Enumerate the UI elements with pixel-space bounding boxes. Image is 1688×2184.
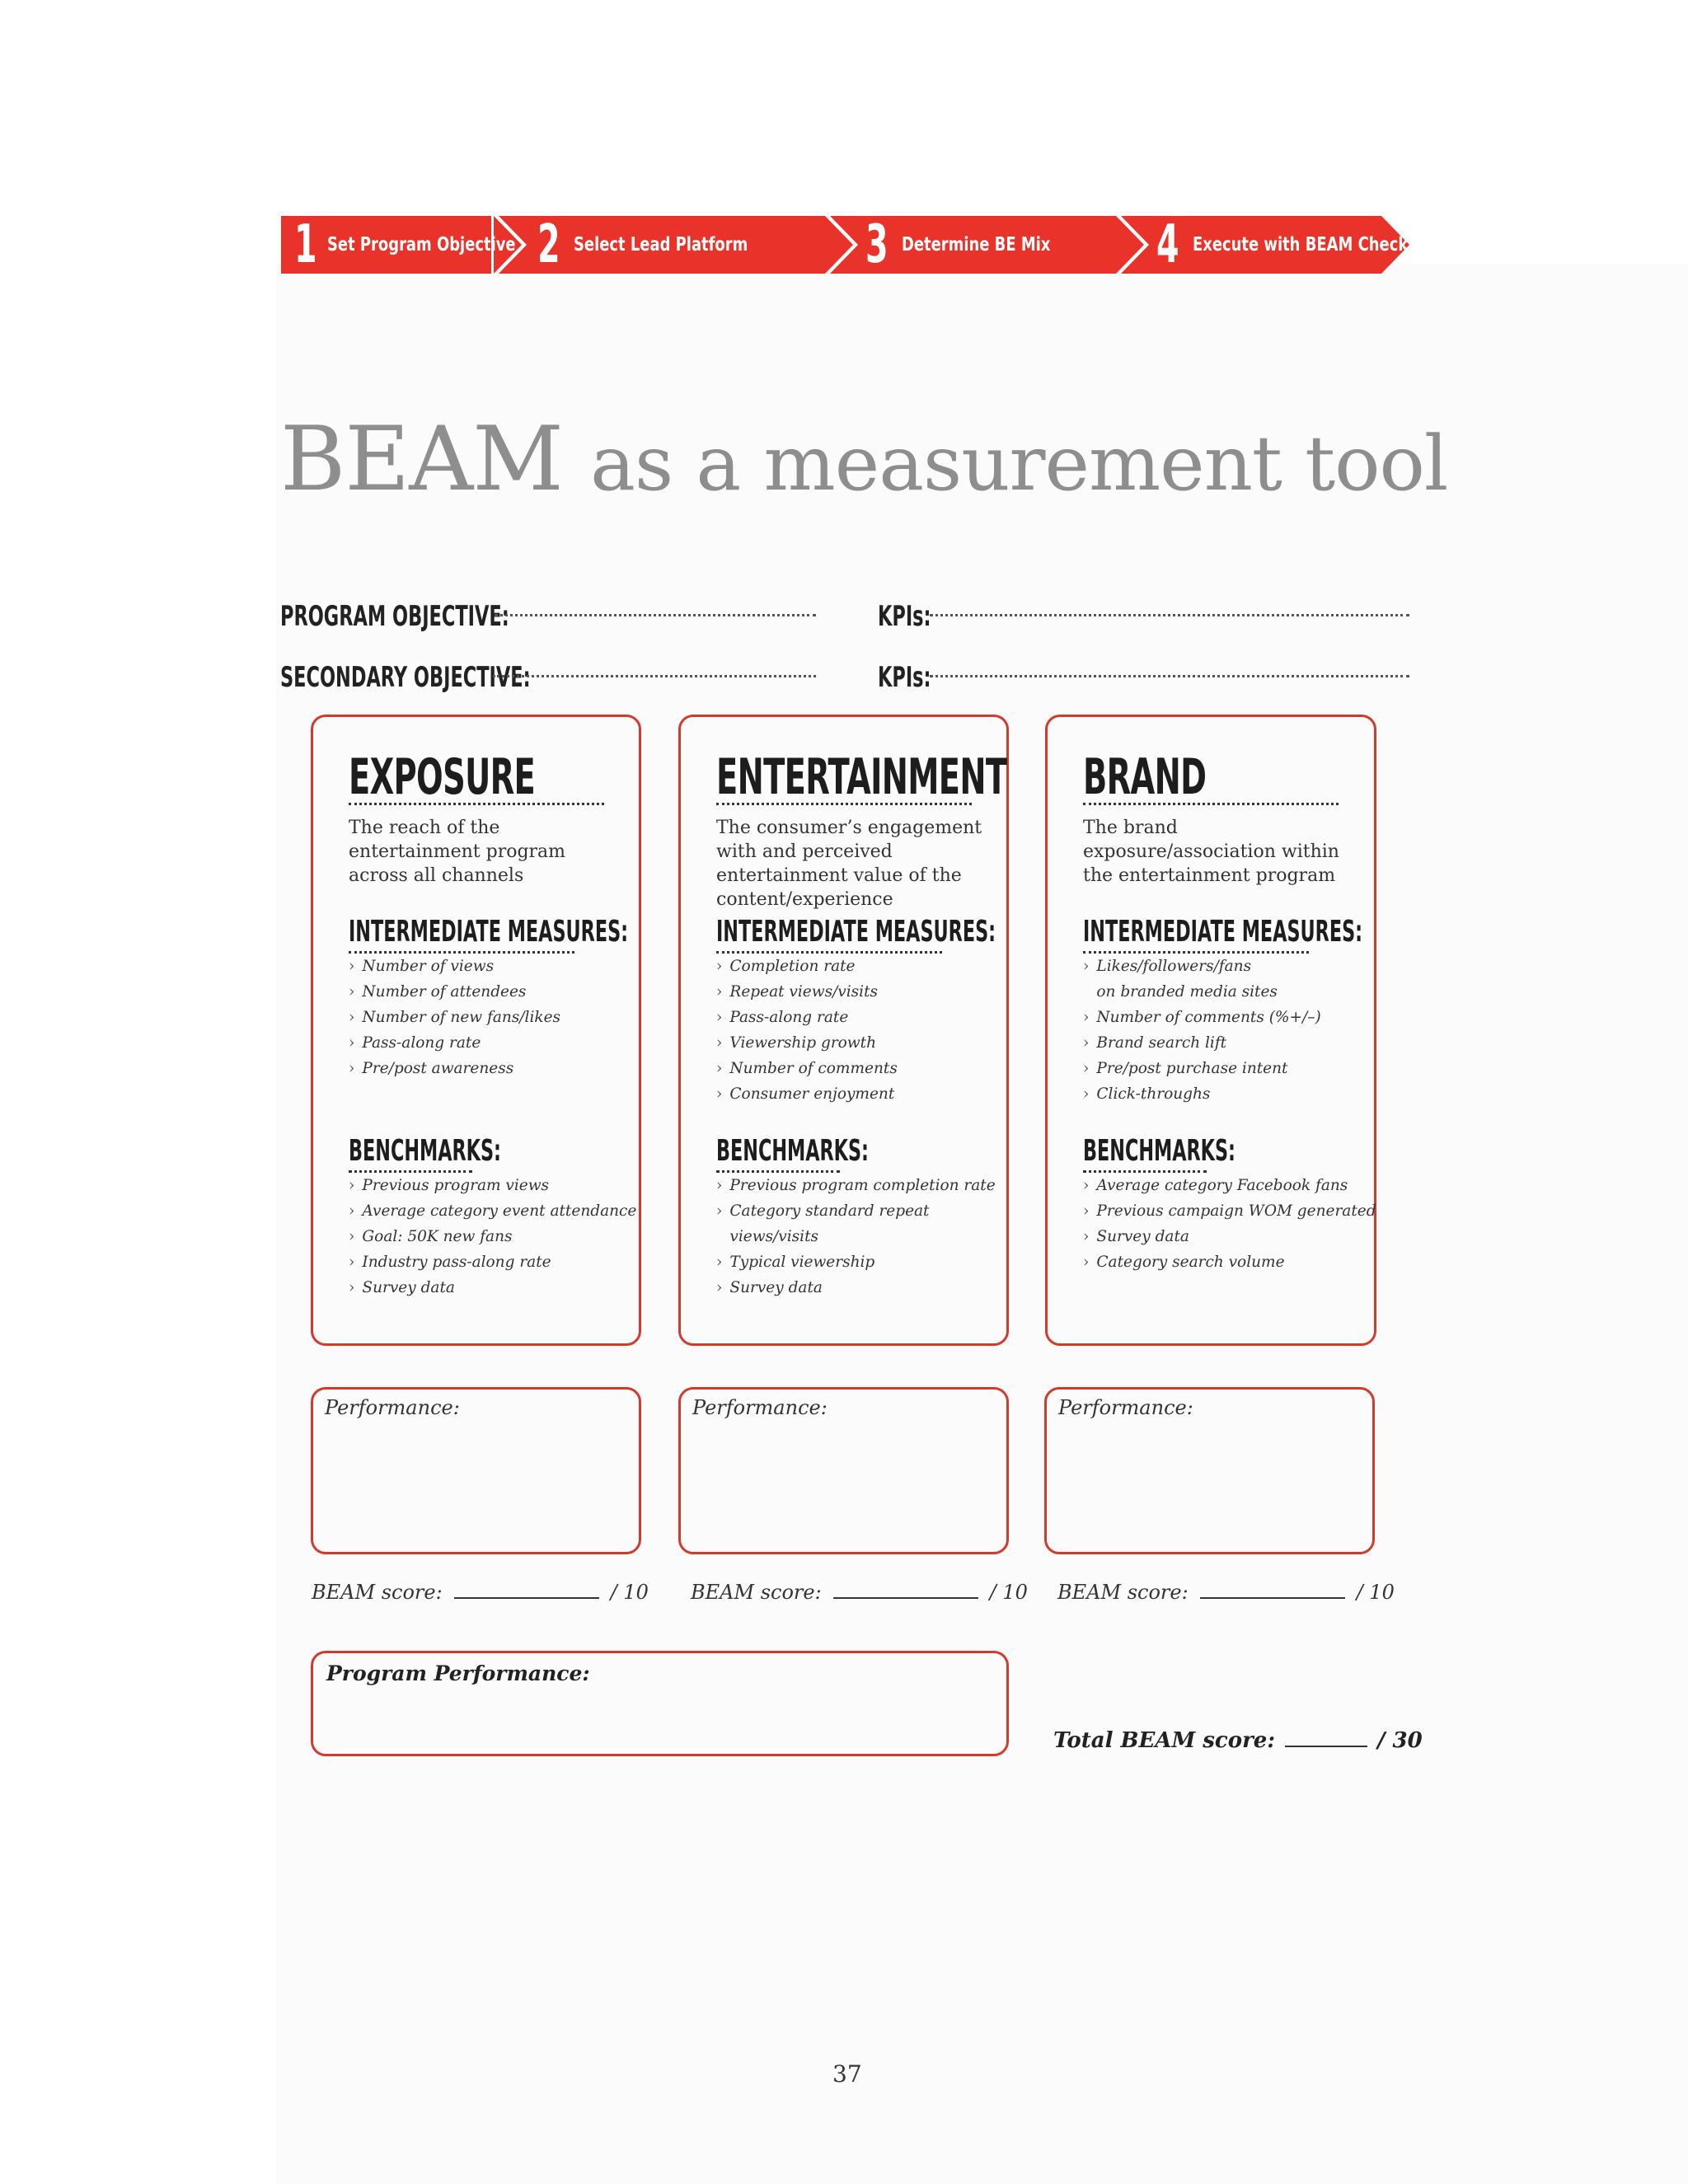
kpis-label: KPIs: (878, 661, 931, 694)
benchmarks-heading: BENCHMARKS: (1083, 1134, 1236, 1168)
exposure-performance-box[interactable] (311, 1387, 641, 1554)
title-divider (349, 803, 604, 805)
kpis-row-1 (878, 592, 959, 633)
step-3 (865, 216, 1092, 274)
program-performance-label: Program Performance: (326, 1661, 590, 1685)
list-item: › Pass-along rate (716, 1009, 849, 1026)
page-title-main: BEAM (280, 408, 563, 511)
list-item: › Likes/followers/fans (1083, 958, 1252, 975)
kpis-label: KPIs: (878, 600, 931, 633)
intermediate-measures-heading: INTERMEDIATE MEASURES: (1083, 915, 1363, 949)
brand-performance-box[interactable] (1044, 1387, 1375, 1554)
list-item: › Survey data (1083, 1228, 1189, 1245)
step-label: Execute with BEAM Checklist (1193, 234, 1434, 255)
benchmarks-list (349, 1173, 636, 1301)
intermediate-measures-heading: INTERMEDIATE MEASURES: (716, 915, 996, 949)
secondary-objective-field[interactable] (493, 675, 816, 677)
list-item: › Category search volume (1083, 1254, 1285, 1271)
benchmarks-heading: BENCHMARKS: (349, 1134, 501, 1168)
beam-score-label: BEAM score: (312, 1581, 443, 1604)
step-banner (281, 214, 1434, 275)
list-item: › Typical viewership (716, 1254, 875, 1271)
list-item: › Industry pass-along rate (349, 1254, 551, 1271)
step-number: 1 (294, 214, 317, 275)
page-title (280, 408, 1447, 511)
list-item: › Completion rate (716, 958, 856, 975)
program-objective-label: PROGRAM OBJECTIVE: (280, 600, 509, 633)
brand-card (1045, 715, 1376, 1346)
step-2 (537, 216, 797, 274)
kpis-field-1[interactable] (930, 614, 1409, 616)
intermediate-measures-heading: INTERMEDIATE MEASURES: (349, 915, 629, 949)
list-item: › Pre/post awareness (349, 1060, 514, 1077)
total-beam-score-field[interactable] (1285, 1746, 1367, 1747)
exposure-beam-score (312, 1581, 649, 1604)
page-number: 37 (832, 2060, 862, 2088)
secondary-objective-label: SECONDARY OBJECTIVE: (280, 661, 531, 694)
list-item: › Pass-along rate (349, 1034, 481, 1052)
card-description: The consumer’s engagement with and perceived entertainment value of the content/experience (716, 818, 982, 910)
list-item: › Pre/post purchase intent (1083, 1060, 1288, 1077)
entertainment-card (678, 715, 1009, 1346)
list-item: › Consumer enjoyment (716, 1085, 895, 1103)
entertainment-beam-score (691, 1581, 1028, 1604)
card-description: The reach of the entertainment program across all channels (349, 818, 566, 886)
brand-beam-score (1057, 1581, 1395, 1604)
list-item: › Number of comments (%+/–) (1083, 1009, 1321, 1026)
secondary-objective-row (280, 653, 659, 694)
step-label: Select Lead Platform (574, 234, 748, 255)
kpis-row-2 (878, 653, 959, 694)
list-item: › Brand search lift (1083, 1034, 1227, 1052)
benchmarks-list (716, 1173, 996, 1301)
list-item: › Goal: 50K new fans (349, 1228, 513, 1245)
list-item: › Previous campaign WOM generated (1083, 1202, 1376, 1220)
list-item: › Survey data (716, 1279, 823, 1296)
kpis-field-2[interactable] (930, 675, 1409, 677)
beam-score-field[interactable] (833, 1597, 978, 1599)
program-objective-field[interactable] (495, 614, 816, 616)
list-item: › Survey data (349, 1279, 455, 1296)
list-item: › Category standard repeat (716, 1202, 930, 1220)
card-title: EXPOSURE (349, 748, 536, 806)
step-number: 2 (537, 214, 560, 275)
list-item: › Average category event attendance (349, 1202, 637, 1220)
performance-label: Performance: (325, 1396, 460, 1419)
list-item: › Previous program completion rate (716, 1177, 996, 1194)
list-item: › Number of views (349, 958, 495, 975)
total-beam-score-suffix: / 30 (1376, 1728, 1423, 1753)
list-item: › Number of new fans/likes (349, 1009, 561, 1026)
list-item: views/visits (729, 1228, 818, 1245)
beam-score-field[interactable] (1200, 1597, 1345, 1599)
intermediate-measures-list (349, 954, 560, 1081)
total-beam-score-label: Total BEAM score: (1053, 1728, 1275, 1753)
beam-score-suffix: / 10 (989, 1581, 1028, 1604)
beam-score-label: BEAM score: (1057, 1581, 1189, 1604)
entertainment-performance-box[interactable] (678, 1387, 1009, 1554)
list-item: › Number of comments (716, 1060, 898, 1077)
beam-score-label: BEAM score: (691, 1581, 822, 1604)
list-item: on branded media sites (1096, 983, 1278, 1001)
step-label: Set Program Objective (327, 234, 516, 255)
card-title: BRAND (1083, 748, 1207, 806)
list-item: › Previous program views (349, 1177, 550, 1194)
total-beam-score (1053, 1728, 1423, 1753)
beam-score-suffix: / 10 (1356, 1581, 1395, 1604)
list-item: › Number of attendees (349, 983, 527, 1001)
list-item: › Viewership growth (716, 1034, 876, 1052)
exposure-card (311, 715, 641, 1346)
page-title-rest: as a measurement tool (590, 419, 1448, 508)
intermediate-measures-list (1083, 954, 1321, 1107)
performance-label: Performance: (1058, 1396, 1193, 1419)
list-item: › Repeat views/visits (716, 983, 879, 1001)
beam-score-field[interactable] (454, 1597, 599, 1599)
program-objective-row (280, 592, 627, 633)
title-divider (716, 803, 972, 805)
step-1 (294, 216, 569, 274)
card-title: ENTERTAINMENT (716, 748, 1007, 806)
step-number: 3 (865, 214, 889, 275)
benchmarks-list (1083, 1173, 1376, 1275)
beam-score-suffix: / 10 (610, 1581, 649, 1604)
step-4 (1156, 216, 1502, 274)
list-item: › Click-throughs (1083, 1085, 1211, 1103)
step-label: Determine BE Mix (902, 234, 1051, 255)
performance-label: Performance: (692, 1396, 828, 1419)
card-description: The brand exposure/association within the entertainment program (1083, 818, 1339, 886)
program-performance-box[interactable] (311, 1651, 1009, 1756)
benchmarks-heading: BENCHMARKS: (716, 1134, 869, 1168)
title-divider (1083, 803, 1339, 805)
intermediate-measures-list (716, 954, 898, 1107)
list-item: › Average category Facebook fans (1083, 1177, 1348, 1194)
step-number: 4 (1156, 214, 1179, 275)
